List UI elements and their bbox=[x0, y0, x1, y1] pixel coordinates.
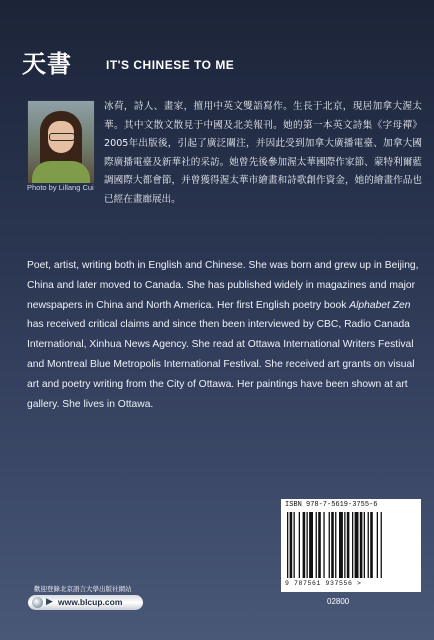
barcode-bar bbox=[344, 512, 345, 578]
barcode-bar bbox=[307, 512, 308, 578]
barcode-bar bbox=[339, 512, 343, 578]
barcode-bar bbox=[287, 512, 288, 578]
barcode-digits: 9 787561 937556 > bbox=[285, 580, 362, 587]
photo-shirt-shape bbox=[32, 161, 90, 184]
barcode-bar bbox=[316, 512, 317, 578]
isbn-number: ISBN 978-7-5619-3755-6 bbox=[285, 501, 378, 509]
book-title: Alphabet Zen bbox=[349, 299, 411, 311]
barcode-bar bbox=[347, 512, 350, 578]
bio-english-part-2: has received critical claims and since then been interviewed by CBC, Radio Canada International, Xinhua News Agency. She read at Ottawa International Writers Festival and Montreal Blue Metropolis International Festival. She received art grants on visual art and poetry writing from the City of Ottawa. Her paintings have been shown at art gallery. She lives in Ottawa. bbox=[27, 319, 415, 410]
barcode-bar bbox=[323, 512, 324, 578]
barcode-bar bbox=[364, 512, 365, 578]
author-bio-chinese: 冰荷，詩人、畫家，擅用中英文雙語寫作。生長于北京，現居加拿大渥太華。其中文散文散見于中國及北美報刊。她的第一本英文詩集《字母禪》2005年出版後，引起了廣泛關注，并因此受到加拿大廣播電臺、加拿大國際廣播電臺及新華社的采訪。她曾先後參加渥太華國際作家節、蒙特利爾藍調國際大都會節，并曾獲得渥太華市繪畫和詩歌創作資金，她的繪畫作品也已經在畫廊展出。 bbox=[104, 101, 422, 205]
barcode-bar bbox=[294, 512, 295, 578]
barcode-bar bbox=[329, 512, 330, 578]
barcode-bar bbox=[335, 512, 336, 578]
barcode-bar bbox=[377, 512, 378, 578]
photo-glasses-shape bbox=[49, 133, 75, 141]
bio-english-part-1: Poet, artist, writing both in English and Chinese. She was born and grew up in Beijing, China and later moved to Canada. She has published widely in magazines and major newspapers in China and North America. Her first English poetry book bbox=[27, 260, 419, 311]
barcode-bar bbox=[352, 512, 353, 578]
cover-header bbox=[22, 44, 422, 80]
website-badge[interactable] bbox=[28, 595, 143, 610]
series-title-chinese: 天書 bbox=[22, 49, 72, 78]
barcode-bar bbox=[309, 512, 313, 578]
barcode-bar bbox=[381, 512, 382, 578]
author-bio-english bbox=[27, 256, 421, 414]
price-code: 02800 bbox=[327, 597, 350, 606]
barcode-bar bbox=[303, 512, 306, 578]
barcode-bar bbox=[355, 512, 359, 578]
photo-credit: Photo by Lillang Cui bbox=[27, 183, 94, 192]
author-photo bbox=[27, 100, 95, 184]
arrow-right-icon: ▶ bbox=[46, 597, 53, 607]
barcode-bar bbox=[368, 512, 369, 578]
series-title-english: IT'S CHINESE TO ME bbox=[106, 58, 235, 72]
barcode-bar bbox=[360, 512, 363, 578]
cd-disc-icon bbox=[32, 597, 43, 608]
barcode-bar bbox=[290, 512, 293, 578]
barcode-bars bbox=[287, 512, 415, 578]
isbn-barcode bbox=[281, 499, 421, 592]
website-url[interactable]: www.blcup.com bbox=[58, 597, 123, 607]
publisher-note: 歡迎登錄北京語言大學出版社網站 bbox=[34, 585, 132, 593]
barcode-bar bbox=[299, 512, 300, 578]
barcode-bar bbox=[370, 512, 373, 578]
barcode-bar bbox=[318, 512, 321, 578]
barcode-bar bbox=[331, 512, 334, 578]
